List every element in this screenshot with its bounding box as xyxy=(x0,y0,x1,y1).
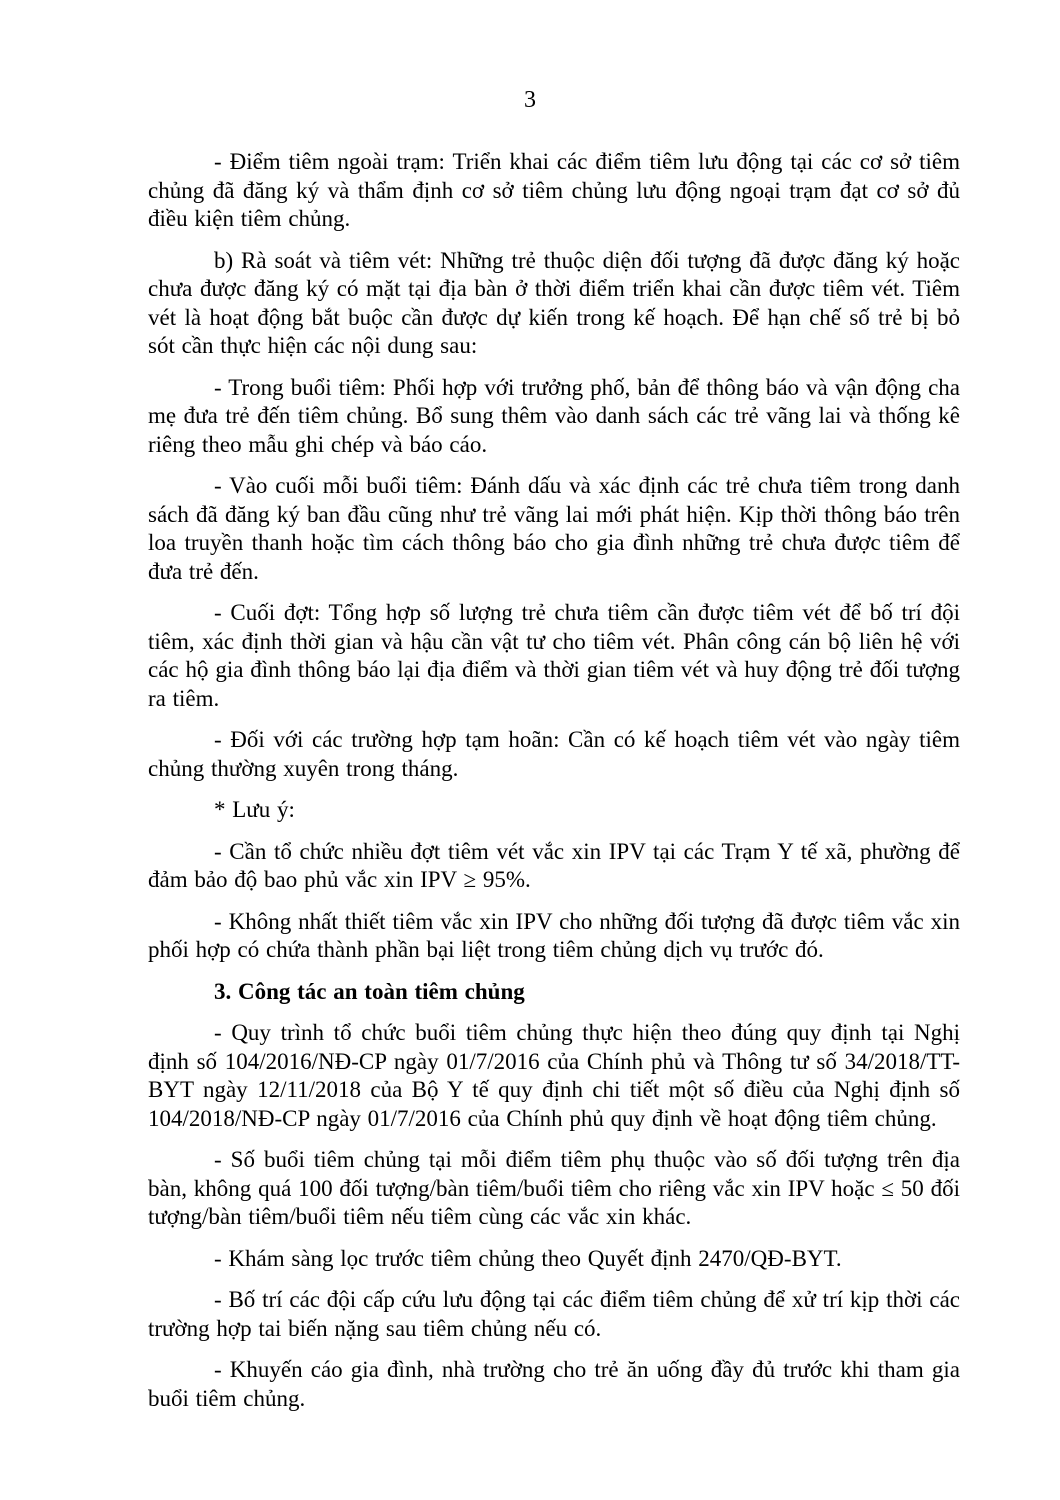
paragraph: - Không nhất thiết tiêm vắc xin IPV cho những đối tượng đã được tiêm vắc xin phối hợp có chứa thành phần bại liệt trong tiêm chủng dịch vụ trước đó. xyxy=(148,908,960,962)
paragraph: - Trong buổi tiêm: Phối hợp với trưởng phố, bản để thông báo và vận động cha mẹ đưa trẻ đến tiêm chủng. Bổ sung thêm vào danh sách các trẻ vãng lai và thống kê riêng theo mẫu ghi chép và báo cáo. xyxy=(148,374,960,457)
paragraph: - Khuyến cáo gia đình, nhà trường cho trẻ ăn uống đầy đủ trước khi tham gia buổi tiêm chủng. xyxy=(148,1357,960,1411)
paragraph: b) Rà soát và tiêm vét: Những trẻ thuộc diện đối tượng đã được đăng ký hoặc chưa được đăng ký có mặt tại địa bàn ở thời điểm triển khai cần được tiêm vét. Tiêm vét là hoạt động bắt buộc cần được dự kiến trong kế hoạch. Để hạn chế số trẻ bị bỏ sót cần thực hiện các nội dung sau: xyxy=(148,247,960,358)
page-number: 3 xyxy=(524,87,536,113)
section-heading: 3. Công tác an toàn tiêm chủng xyxy=(214,978,525,1004)
document-body xyxy=(0,114,1060,1413)
paragraph: - Quy trình tổ chức buổi tiêm chủng thực hiện theo đúng quy định tại Nghị định số 104/2016/NĐ-CP ngày 01/7/2016 của Chính phủ và Thông tư số 34/2018/TT-BYT ngày 12/11/2018 của Bộ Y tế quy định chi tiết một số điều của Nghị định số 104/2018/NĐ-CP ngày 01/7/2016 của Chính phủ quy định về hoạt động tiêm chủng. xyxy=(148,1020,960,1131)
paragraph: - Số buổi tiêm chủng tại mỗi điểm tiêm phụ thuộc vào số đối tượng trên địa bàn, không quá 100 đối tượng/bàn tiêm/buổi tiêm cho riêng vắc xin IPV hoặc ≤ 50 đối tượng/bàn tiêm/buổi tiêm nếu tiêm cùng các vắc xin khác. xyxy=(148,1147,960,1229)
paragraph: - Đối với các trường hợp tạm hoãn: Cần có kế hoạch tiêm vét vào ngày tiêm chủng thường xuyên trong tháng. xyxy=(148,727,960,781)
paragraph: - Khám sàng lọc trước tiêm chủng theo Quyết định 2470/QĐ-BYT. xyxy=(214,1245,842,1271)
paragraph: * Lưu ý: xyxy=(214,797,295,822)
paragraph: - Vào cuối mỗi buổi tiêm: Đánh dấu và xác định các trẻ chưa tiêm trong danh sách đã đăng ký ban đầu cũng như trẻ vãng lai mới phát hiện. Kịp thời thông báo trên loa truyền thanh hoặc tìm cách thông báo cho gia đình những trẻ chưa được tiêm để đưa trẻ đến. xyxy=(148,473,960,584)
paragraph: - Điểm tiêm ngoài trạm: Triển khai các điểm tiêm lưu động tại các cơ sở tiêm chủng đã đăng ký và thẩm định cơ sở tiêm chủng lưu động ngoại trạm đạt cơ sở đủ điều kiện tiêm chủng. xyxy=(148,149,960,231)
paragraph: - Cuối đợt: Tổng hợp số lượng trẻ chưa tiêm cần được tiêm vét để bố trí đội tiêm, xác định thời gian và hậu cần vật tư cho tiêm vét. Phân công cán bộ liên hệ với các hộ gia đình thông báo lại địa điểm và thời gian tiêm vét và huy động trẻ đối tượng ra tiêm. xyxy=(148,600,960,711)
paragraph: - Bố trí các đội cấp cứu lưu động tại các điểm tiêm chủng để xử trí kịp thời các trường hợp tai biến nặng sau tiêm chủng nếu có. xyxy=(148,1287,960,1341)
paragraph: - Cần tổ chức nhiều đợt tiêm vét vắc xin IPV tại các Trạm Y tế xã, phường để đảm bảo độ bao phủ vắc xin IPV ≥ 95%. xyxy=(148,838,960,892)
